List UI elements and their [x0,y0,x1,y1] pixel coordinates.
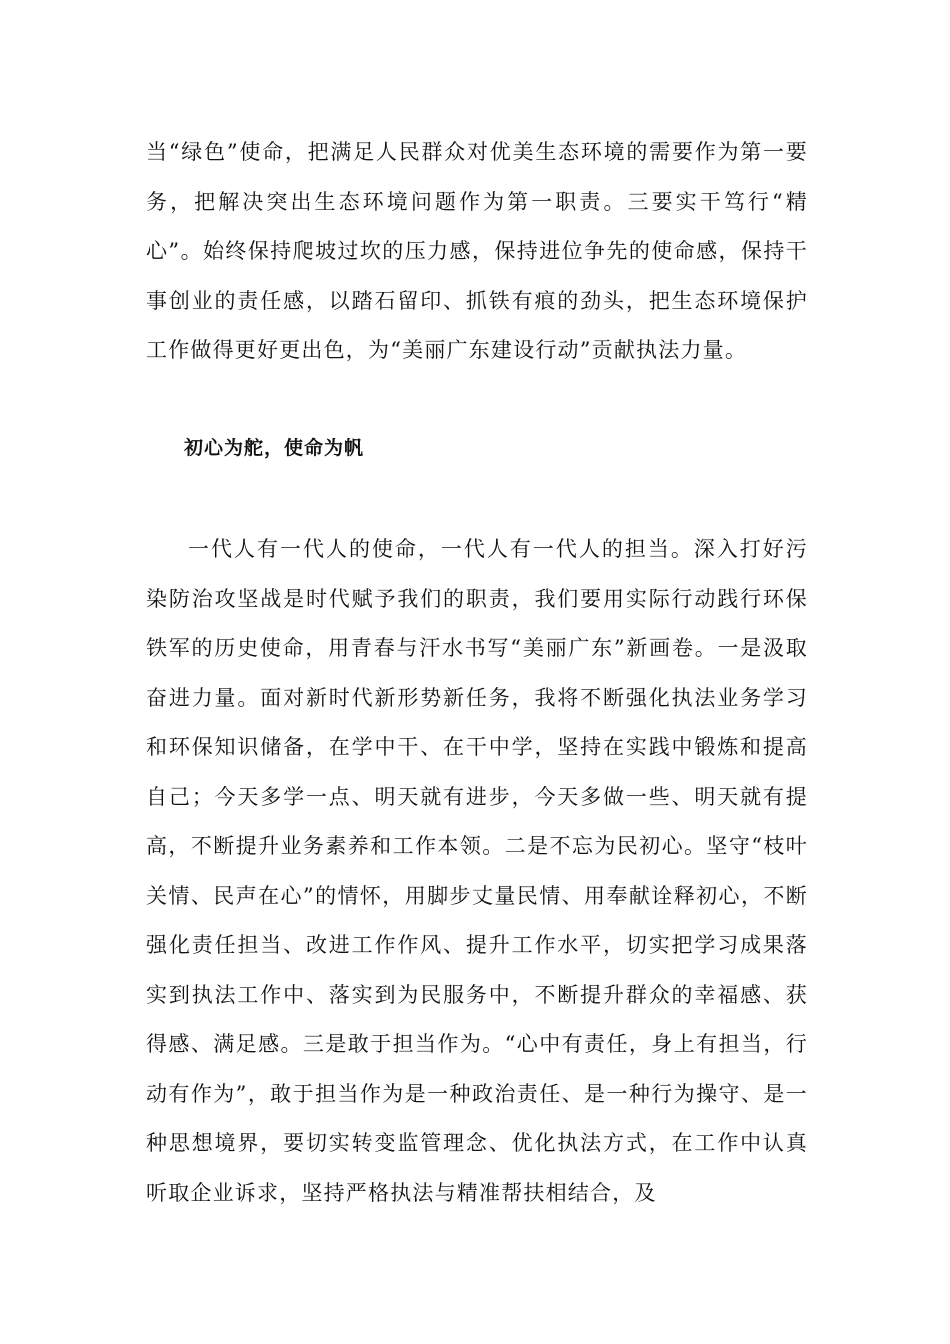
body-paragraph-2: 一代人有一代人的使命，一代人有一代人的担当。深入打好污染防治攻坚战是时代赋予我们的职责，我们要用实际行动践行环保铁军的历史使命，用青春与汗水书写“美丽广东”新画卷。一是汲取奋进力量。面对新时代新形势新任务，我将不断强化执法业务学习和环保知识储备，在学中干、在干中学，坚持在实践中锻炼和提高自己；今天多学一点、明天就有进步，今天多做一些、明天就有提高，不断提升业务素养和工作本领。二是不忘为民初心。坚守“枝叶关情、民声在心”的情怀，用脚步丈量民情、用奉献诠释初心，不断强化责任担当、改进工作作风、提升工作水平，切实把学习成果落实到执法工作中、落实到为民服务中，不断提升群众的幸福感、获得感、满足感。三是敢于担当作为。“心中有责任，身上有担当，行动有作为”，敢于担当作为是一种政治责任、是一种行为操守、是一种思想境界，要切实转变监管理念、优化执法方式，在工作中认真听取企业诉求，坚持严格执法与精准帮扶相结合，及 [146,537,808,1205]
section-heading: 初心为舵，使命为帆 [184,437,365,459]
body-paragraph-1: 当“绿色”使命，把满足人民群众对优美生态环境的需要作为第一要务，把解决突出生态环境问题作为第一职责。三要实干笃行“精心”。始终保持爬坡过坎的压力感，保持进位争先的使命感，保持干事创业的责任感，以踏石留印、抓铁有痕的劲头，把生态环境保护工作做得更好更出色，为“美丽广东建设行动”贡献执法力量。 [146,140,808,362]
